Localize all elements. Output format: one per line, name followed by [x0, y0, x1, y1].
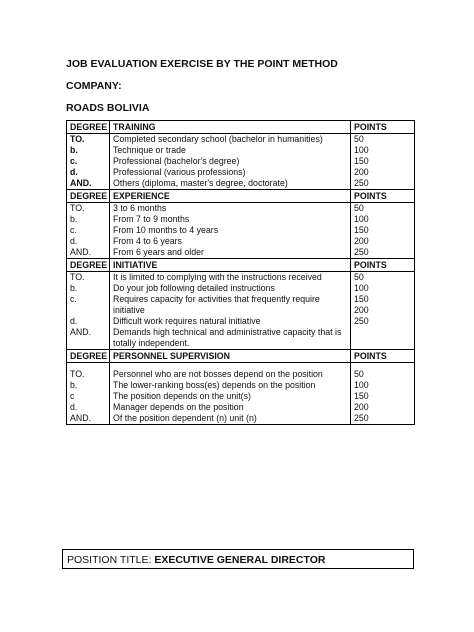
criteria-row: [67, 294, 415, 316]
description-line: Personnel who are not bosses depend on the position: [113, 369, 323, 379]
criteria-row: [67, 167, 415, 178]
description-cell: [110, 236, 351, 247]
description-cell: [110, 283, 351, 294]
description-line: Manager depends on the position: [113, 402, 244, 412]
description-line: initiative: [113, 305, 145, 315]
points-value: 250: [354, 413, 369, 423]
criteria-row: [67, 145, 415, 156]
points-value: 100: [354, 283, 369, 293]
description-line: It is limited to complying with the instructions received: [113, 272, 322, 282]
description-cell: [110, 380, 351, 391]
criteria-row: [67, 402, 415, 413]
description-line: The lower-ranking boss(es) depends on the position: [113, 380, 316, 390]
section-name-header: PERSONNEL SUPERVISION: [110, 350, 351, 363]
degree-cell: AND.: [67, 247, 110, 259]
degree-cell: TO.: [67, 369, 110, 380]
description-cell: [110, 327, 351, 350]
description-line: Do your job following detailed instructions: [113, 283, 275, 293]
evaluation-table: [66, 120, 415, 425]
degree-cell: AND.: [67, 327, 110, 350]
criteria-row: [67, 283, 415, 294]
points-cell: [351, 413, 415, 425]
description-cell: [110, 413, 351, 425]
section-header-row: [67, 190, 415, 203]
description-line: totally independent.: [113, 338, 190, 348]
section-name-header: TRAINING: [110, 121, 351, 134]
points-cell: [351, 327, 415, 350]
points-value: [354, 327, 411, 338]
points-cell: [351, 272, 415, 284]
description-line: Requires capacity for activities that frequently require: [113, 294, 320, 304]
description-cell: [110, 134, 351, 146]
criteria-row: [67, 134, 415, 146]
degree-cell: d.: [67, 402, 110, 413]
points-value: 50: [354, 134, 364, 144]
criteria-row: [67, 327, 415, 350]
position-title-value: EXECUTIVE GENERAL DIRECTOR: [154, 554, 326, 566]
points-cell: [351, 178, 415, 190]
points-value: 100: [354, 380, 369, 390]
points-cell: [351, 225, 415, 236]
company-label: COMPANY:: [66, 80, 122, 92]
criteria-row: [67, 316, 415, 327]
points-value: 50: [354, 369, 364, 379]
description-line: Demands high technical and administrative capacity that is: [113, 327, 342, 337]
points-value: 250: [354, 178, 369, 188]
degree-cell: d.: [67, 316, 110, 327]
points-value: 150: [354, 156, 369, 166]
criteria-row: [67, 156, 415, 167]
criteria-row: [67, 380, 415, 391]
description-line: Difficult work requires natural initiative: [113, 316, 261, 326]
description-line: From 4 to 6 years: [113, 236, 182, 246]
section-points-header: POINTS: [351, 190, 415, 203]
description-cell: [110, 167, 351, 178]
description-line: From 10 months to 4 years: [113, 225, 219, 235]
company-name: ROADS BOLIVIA: [66, 102, 150, 114]
points-value: 50: [354, 203, 364, 213]
degree-cell: AND.: [67, 178, 110, 190]
degree-cell: c: [67, 391, 110, 402]
points-cell: [351, 167, 415, 178]
description-line: 3 to 6 months: [113, 203, 167, 213]
degree-cell: TO.: [67, 272, 110, 284]
points-value: 50: [354, 272, 364, 282]
criteria-row: [67, 369, 415, 380]
section-points-header: POINTS: [351, 350, 415, 363]
description-cell: [110, 214, 351, 225]
criteria-row: [67, 178, 415, 190]
degree-cell: TO.: [67, 203, 110, 215]
description-line: The position depends on the unit(s): [113, 391, 251, 401]
points-value: 200: [354, 402, 369, 412]
points-value: 250: [354, 316, 369, 326]
section-header-row: [67, 121, 415, 134]
description-line: Technique or trade: [113, 145, 186, 155]
description-line: Completed secondary school (bachelor in humanities): [113, 134, 323, 144]
description-line: Of the position dependent (n) unit (n): [113, 413, 257, 423]
description-cell: [110, 391, 351, 402]
description-cell: [110, 294, 351, 316]
section-header-row: [67, 259, 415, 272]
criteria-row: [67, 391, 415, 402]
points-value: 200: [354, 305, 369, 315]
degree-cell: d.: [67, 167, 110, 178]
points-value: 250: [354, 247, 369, 257]
points-value: 200: [354, 236, 369, 246]
section-name-header: EXPERIENCE: [110, 190, 351, 203]
section-name-header: INITIATIVE: [110, 259, 351, 272]
section-header-row: [67, 350, 415, 363]
criteria-row: [67, 236, 415, 247]
degree-cell: c.: [67, 156, 110, 167]
points-value: 150: [354, 391, 369, 401]
degree-cell: b.: [67, 145, 110, 156]
degree-cell: c.: [67, 294, 110, 316]
position-title-label: POSITION TITLE:: [67, 554, 155, 566]
section-degree-header: DEGREE: [67, 121, 110, 134]
points-cell: [351, 156, 415, 167]
section-degree-header: DEGREE: [67, 190, 110, 203]
degree-cell: TO.: [67, 134, 110, 146]
points-cell: [351, 402, 415, 413]
section-degree-header: DEGREE: [67, 350, 110, 363]
points-cell: [351, 294, 415, 316]
criteria-row: [67, 413, 415, 425]
points-value: 200: [354, 167, 369, 177]
description-line: Professional (bachelor's degree): [113, 156, 240, 166]
section-points-header: POINTS: [351, 121, 415, 134]
description-line: Others (diploma, master's degree, doctorate): [113, 178, 288, 188]
description-line: From 7 to 9 months: [113, 214, 190, 224]
points-cell: [351, 236, 415, 247]
points-cell: [351, 134, 415, 146]
criteria-row: [67, 272, 415, 284]
points-value: 100: [354, 145, 369, 155]
description-cell: [110, 178, 351, 190]
description-cell: [110, 272, 351, 284]
section-degree-header: DEGREE: [67, 259, 110, 272]
degree-cell: b.: [67, 380, 110, 391]
document-title: JOB EVALUATION EXERCISE BY THE POINT METHOD: [66, 58, 338, 70]
description-line: From 6 years and older: [113, 247, 204, 257]
criteria-row: [67, 203, 415, 215]
criteria-row: [67, 247, 415, 259]
points-cell: [351, 316, 415, 327]
description-cell: [110, 203, 351, 215]
criteria-row: [67, 214, 415, 225]
criteria-row: [67, 225, 415, 236]
description-cell: [110, 225, 351, 236]
position-title-box: [62, 549, 414, 569]
degree-cell: b.: [67, 283, 110, 294]
points-value: 150: [354, 294, 369, 304]
points-value: 150: [354, 225, 369, 235]
description-cell: [110, 402, 351, 413]
points-cell: [351, 380, 415, 391]
points-cell: [351, 369, 415, 380]
description-line: Professional (various professions): [113, 167, 246, 177]
degree-cell: AND.: [67, 413, 110, 425]
description-cell: [110, 247, 351, 259]
description-cell: [110, 369, 351, 380]
points-cell: [351, 145, 415, 156]
description-cell: [110, 156, 351, 167]
points-cell: [351, 391, 415, 402]
description-cell: [110, 316, 351, 327]
points-cell: [351, 214, 415, 225]
degree-cell: d.: [67, 236, 110, 247]
points-cell: [351, 203, 415, 215]
degree-cell: b.: [67, 214, 110, 225]
section-points-header: POINTS: [351, 259, 415, 272]
degree-cell: c.: [67, 225, 110, 236]
points-cell: [351, 283, 415, 294]
description-cell: [110, 145, 351, 156]
points-value: 100: [354, 214, 369, 224]
points-cell: [351, 247, 415, 259]
